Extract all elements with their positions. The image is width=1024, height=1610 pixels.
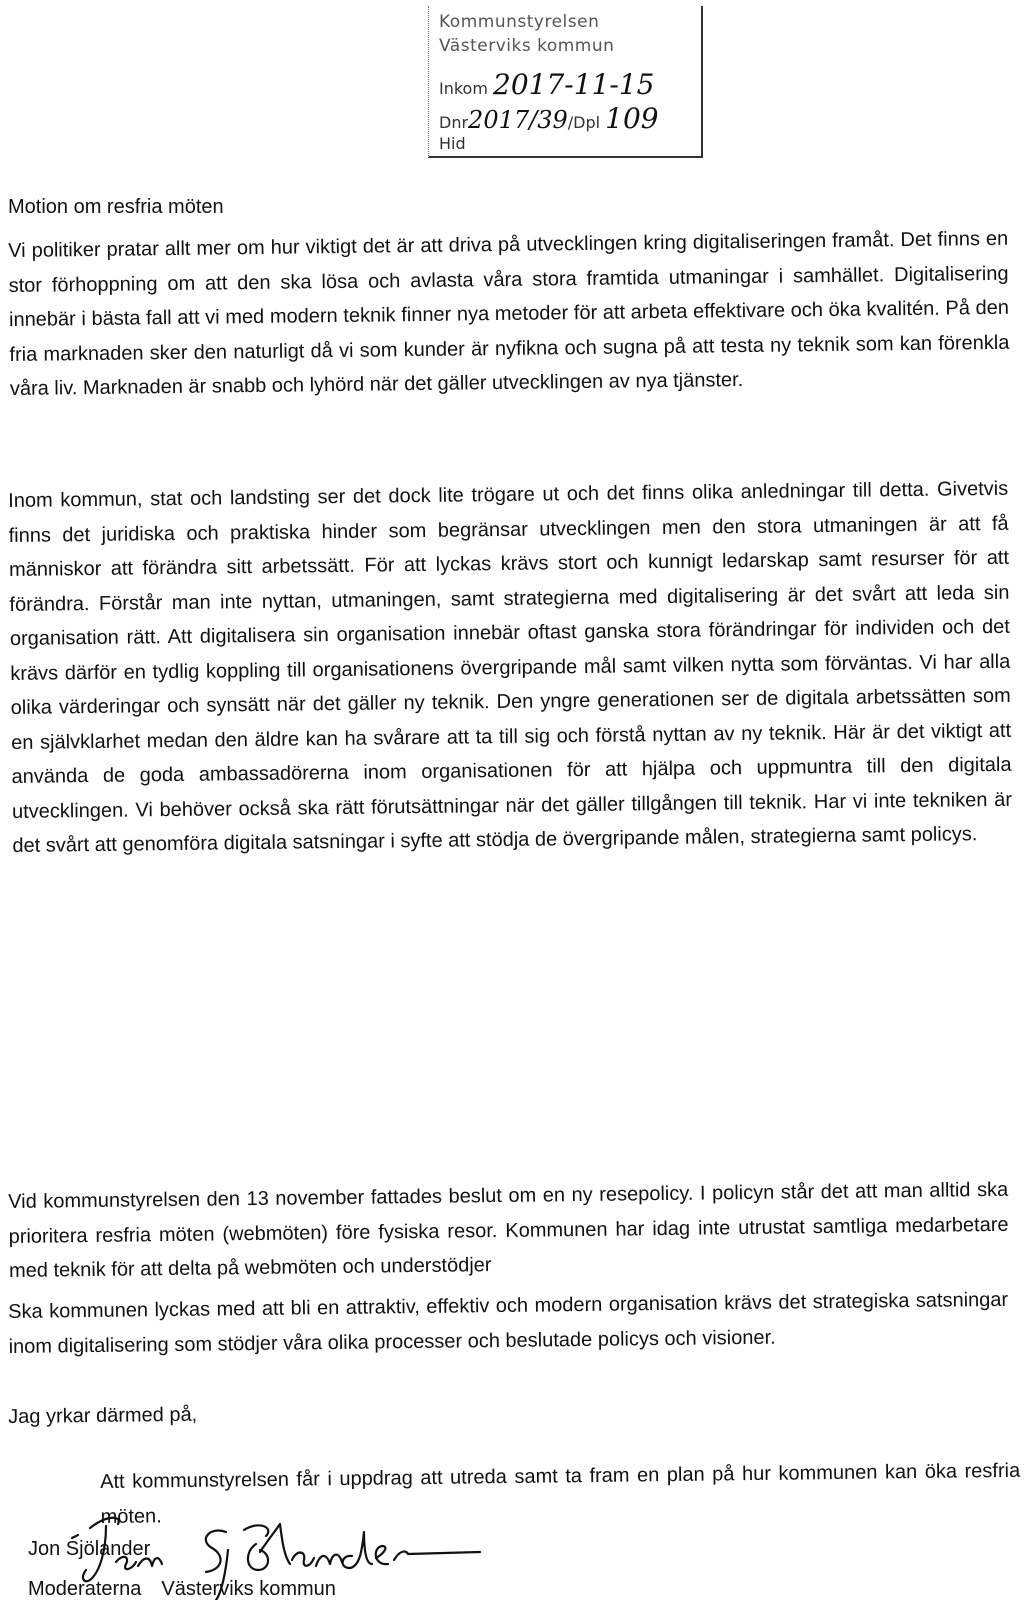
paragraph-strategy: Ska kommunen lyckas med att bli en attraktiv, effektiv och modern organisation krävs det strategiska satsningar inom digitalisering som stödjer våra olika processer och beslutade policys och visioner. (8, 1288, 1009, 1358)
stamp-municipality: Västerviks kommun (439, 36, 615, 56)
stamp-hid-label: Hid (439, 134, 466, 153)
signer-name: Jon Sjölander (28, 1538, 151, 1560)
stamp-inkom-label: Inkom (439, 79, 488, 98)
stamp-dpl-label: /Dpl (567, 113, 601, 132)
stamp-inkom-row (439, 68, 654, 101)
document-title: Motion om resfria möten (8, 196, 224, 218)
stamp-dnr-row (439, 102, 659, 135)
paragraph-challenges: Inom kommun, stat och landsting ser det dock lite trögare ut och det finns olika anledningar till detta. Givetvis finns det juridiska och praktiska hinder som begränsar utvecklingen men den stora utmaningen är att få människor att förändra sitt arbetssätt. För att lyckas krävs stort och kunnigt ledarskap samt resurser för att förändra. Förstår man inte nyttan, utmaningen, samt strategierna med digitalisering är det svårt att leda sin organisation rätt. Att digitalisera sin organisation innebär oftast ganska stora förändringar för individen och det krävs därför en tydlig koppling till organisationens övergripande mål samt vilken nytta som förväntas. Vi har alla olika värderingar och synsätt när det gäller ny teknik. Den yngre generationen ser de digitala arbetssätten som en självklarhet medan den äldre kan ha svårare att ta till sig och förstå nyttan av ny teknik. Här är det viktigt att använda de goda ambassadörerna inom organisationen för att hjälpa och uppmuntra till den digitala utvecklingen. Vi behöver också ska rätt förutsättningar när det gäller tillgången till teknik. Har vi inte tekniken är det svårt att genomföra digitala satsningar i syfte att stödja de övergripande målen, strategierna samt policys. (8, 477, 1013, 857)
paragraph-resepolicy: Vid kommunstyrelsen den 13 november fattades beslut om en ny resepolicy. I policyn står det att man alltid ska prioritera resfria möten (webmöten) före fysiska resor. Kommunen har idag inte utrustat samtliga medarbetare med teknik för att delta på webmöten och understödjer (8, 1178, 1009, 1282)
stamp-inkom-date: 2017-11-15 (493, 68, 655, 101)
stamp-dnr-value: 2017/39 (468, 106, 568, 134)
paragraph-yrkande-intro: Jag yrkar därmed på, (8, 1403, 198, 1428)
stamp-dnr-label: Dnr (439, 113, 469, 132)
stamp-dpl-value: 109 (605, 102, 659, 135)
footer-municipality: Västerviks kommun (161, 1578, 336, 1600)
paragraph-yrkande: Att kommunstyrelsen får i uppdrag att utreda samt ta fram en plan på hur kommunen kan öka resfria möten. (100, 1459, 1021, 1528)
stamp-org: Kommunstyrelsen (439, 12, 600, 32)
paragraph-intro: Vi politiker pratar allt mer om hur viktigt det är att driva på utvecklingen kring digitaliseringen framåt. Det finns en stor förhoppning om att den ska lösa och avlasta våra stora framtida utmaningar i samhället. Digitalisering innebär i bästa fall att vi med modern teknik finner nya metoder för att arbeta effektivare och öka kvalitén. På den fria marknaden sker den naturligt då vi som kunder är nyfikna och sugna på att testa ny teknik som kan förenkla våra liv. Marknaden är snabb och lyhörd när det gäller utvecklingen av nya tjänster. (8, 227, 1010, 400)
party-name: Moderaterna (28, 1578, 142, 1600)
registration-stamp (428, 6, 703, 158)
signer-affiliation (28, 1578, 336, 1601)
